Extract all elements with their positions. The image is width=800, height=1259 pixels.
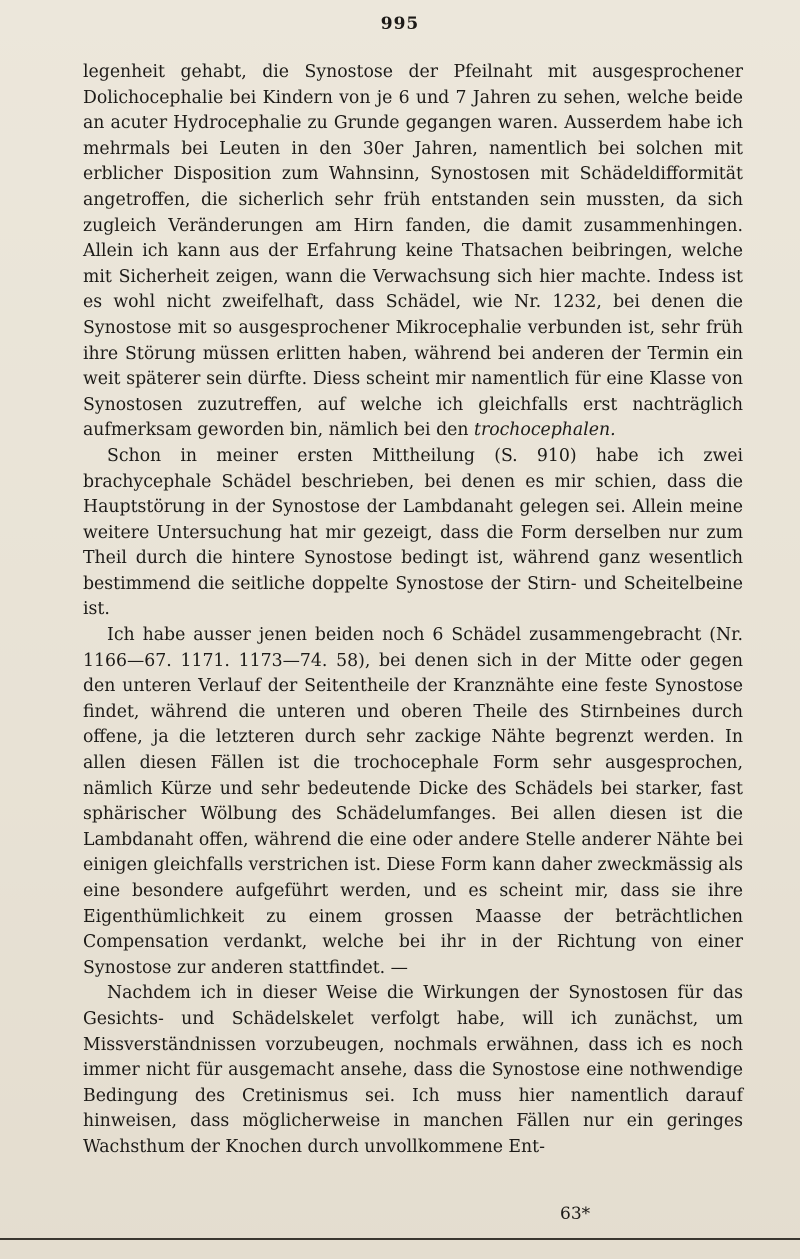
paragraph-4: [83, 981, 743, 1160]
paragraph-3-text: Ich habe ausser jenen beiden noch 6 Schädel zusammengebracht (Nr. 1166—67. 1171. 1173—74. 58), bei denen sich in der Mitte oder gegen den unteren Verlauf der Seitentheile der Kranznähte eine feste Synostose findet, während die unteren und oberen Theile des Stirnbeines durch offene, ja die letzteren durch sehr zackige Nähte begrenzt werden. In allen diesen Fällen ist die trochocephale Form sehr ausgesprochen, nämlich Kürze und sehr bedeutende Dicke des Schädels bei starker, fast sphärischer Wölbung des Schädelumfanges. Bei allen diesen ist die Lambdanaht offen, während die eine oder andere Stelle anderer Nähte bei einigen gleichfalls verstrichen ist. Diese Form kann daher zweckmässig als eine besondere aufgeführt werden, und es scheint mir, dass sie ihre Eigenthümlichkeit zu einem grossen Maasse der beträchtlichen Compensation verdankt, welche bei ihr in der Richtung von einer Synostose zur anderen stattfindet. —: [83, 625, 743, 978]
paragraph-1-text: legenheit gehabt, die Synostose der Pfeilnaht mit ausgesprochener Dolichocephalie bei Kindern von je 6 und 7 Jahren zu sehen, welche beide an acuter Hydrocephalie zu Grunde gegangen waren. Ausserdem habe ich mehrmals bei Leuten in den 30er Jahren, namentlich bei solchen mit erblicher Disposition zum Wahnsinn, Synostosen mit Schädeldifformität angetroffen, die sicherlich sehr früh entstanden sein mussten, da sich zugleich Veränderungen am Hirn fanden, die damit zusammenhingen. Allein ich kann aus der Erfahrung keine Thatsachen beibringen, welche mit Sicherheit zeigen, wann die Verwachsung sich hier machte. Indess ist es wohl nicht zweifelhaft, dass Schädel, wie Nr. 1232, bei denen die Synostose mit so ausgesprochener Mikrocephalie verbunden ist, sehr früh ihre Störung müssen erlitten haben, während bei anderen der Termin ein weit späterer sein dürfte. Diess scheint mir namentlich für eine Klasse von Synostosen zuzutreffen, auf welche ich gleichfalls erst nachträglich aufmerksam geworden bin, nämlich bei den: [83, 62, 743, 441]
paragraph-4-text: Nachdem ich in dieser Weise die Wirkungen der Synostosen für das Gesichts- und Schädelskelet verfolgt habe, will ich zunächst, um Missverständnissen vorzubeugen, nochmals erwähnen, dass ich es noch immer nicht für ausgemacht ansehe, dass die Synostose eine nothwendige Bedingung des Cretinismus sei. Ich muss hier namentlich darauf hinweisen, dass möglicherweise in manchen Fällen nur ein geringes Wachsthum der Knochen durch unvollkommene Ent-: [83, 983, 743, 1157]
signature-mark: 63*: [560, 1204, 591, 1224]
body-text: [83, 60, 743, 1161]
page-number: 995: [380, 14, 420, 34]
bottom-rule: [0, 1238, 800, 1240]
paragraph-2-text: Schon in meiner ersten Mittheilung (S. 910) habe ich zwei brachycephale Schädel beschrieben, bei denen es mir schien, dass die Hauptstörung in der Synostose der Lambdanaht gelegen sei. Allein meine weitere Untersuchung hat mir gezeigt, dass die Form derselben nur zum Theil durch die hintere Synostose bedingt ist, während ganz wesentlich bestimmend die seitliche doppelte Synostose der Stirn- und Scheitelbeine ist.: [83, 445, 743, 620]
paragraph-2: [83, 444, 743, 623]
paragraph-1: [83, 60, 743, 444]
paragraph-3: [83, 623, 743, 981]
paragraph-1-emphasis: trochocephalen.: [474, 420, 616, 441]
